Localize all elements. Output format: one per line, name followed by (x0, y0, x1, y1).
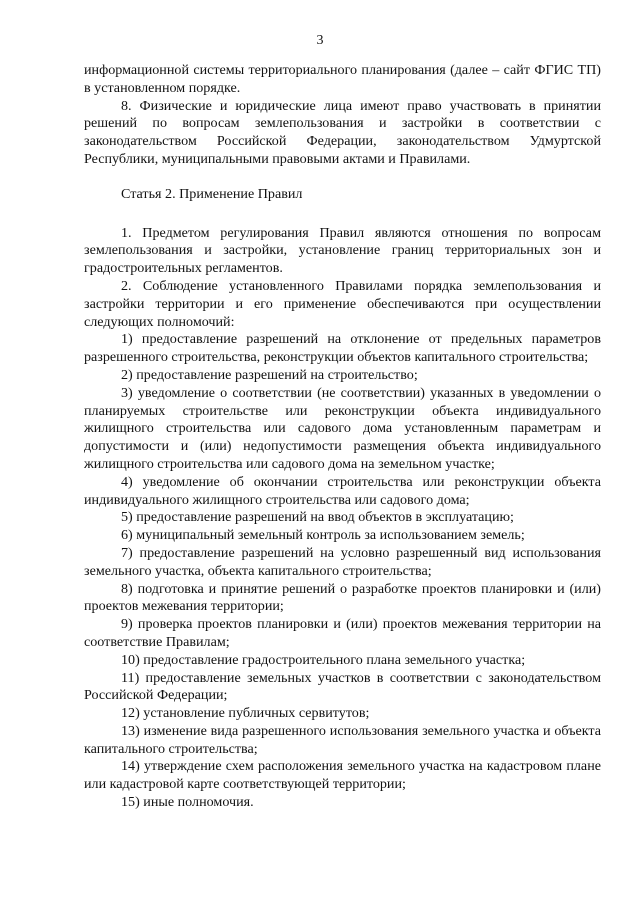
power-item-10: 10) предоставление градостроительного плана земельного участка; (121, 651, 526, 668)
article-heading: Статья 2. Применение Правил (121, 185, 303, 202)
power-item-1: 1) предоставление разрешений на отклонение от предельных параметров разрешенного строительства, реконструкции объектов капитального строительства; (84, 331, 601, 366)
power-item-7: 7) предоставление разрешений на условно разрешенный вид использования земельного участка, объекта капитального строительства; (84, 544, 601, 579)
power-item-14: 14) утверждение схем расположения земельного участка на кадастровом плане или кадастровой карте соответствующей территории; (84, 758, 601, 793)
clause-2: 2. Соблюдение установленного Правилами порядка землепользования и застройки территории и его применение обеспечиваются при осуществлении следующих полномочий: (84, 277, 601, 330)
paragraph-continuation: информационной системы территориального планирования (далее – сайт ФГИС ТП) в установленном порядке. (84, 62, 601, 96)
power-item-2: 2) предоставление разрешений на строительство; (121, 366, 418, 383)
power-item-4: 4) уведомление об окончании строительства или реконструкции объекта индивидуального жилищного строительства или садового дома; (84, 473, 601, 508)
power-item-11: 11) предоставление земельных участков в соответствии с законодательством Российской Федерации; (84, 669, 601, 704)
document-body (84, 62, 601, 812)
power-item-9: 9) проверка проектов планировки и (или) проектов межевания территории на соответствие Правилам; (84, 616, 601, 650)
paragraph-item-8: 8. Физические и юридические лица имеют право участвовать в принятии решений по вопросам землепользования и застройки в соответствии с законодательством Российской Федерации, законодательством Удмуртской Республики, муниципальными правовыми актами и Правилами. (84, 97, 601, 167)
power-item-15: 15) иные полномочия. (121, 794, 254, 811)
power-item-13: 13) изменение вида разрешенного использования земельного участка и объекта капитального строительства; (84, 722, 601, 757)
power-item-6: 6) муниципальный земельный контроль за использованием земель; (121, 527, 525, 544)
clause-1: 1. Предметом регулирования Правил являются отношения по вопросам землепользования и застройки, установление границ территориальных зон и градостроительных регламентов. (84, 224, 601, 277)
power-item-5: 5) предоставление разрешений на ввод объектов в эксплуатацию; (121, 509, 514, 526)
power-item-8: 8) подготовка и принятие решений о разработке проектов планировки и (или) проектов межевания территории; (84, 580, 601, 615)
power-item-3: 3) уведомление о соответствии (не соответствии) указанных в уведомлении о планируемых строительстве или реконструкции объекта индивидуального жилищного строительства или садового дома установленным параметрам и допустимости и (или) недопустимости размещения объекта индивидуального жилищного строительства или садового дома на земельном участке; (84, 384, 601, 472)
power-item-12: 12) установление публичных сервитутов; (121, 705, 370, 722)
page-number: 3 (316, 33, 324, 48)
